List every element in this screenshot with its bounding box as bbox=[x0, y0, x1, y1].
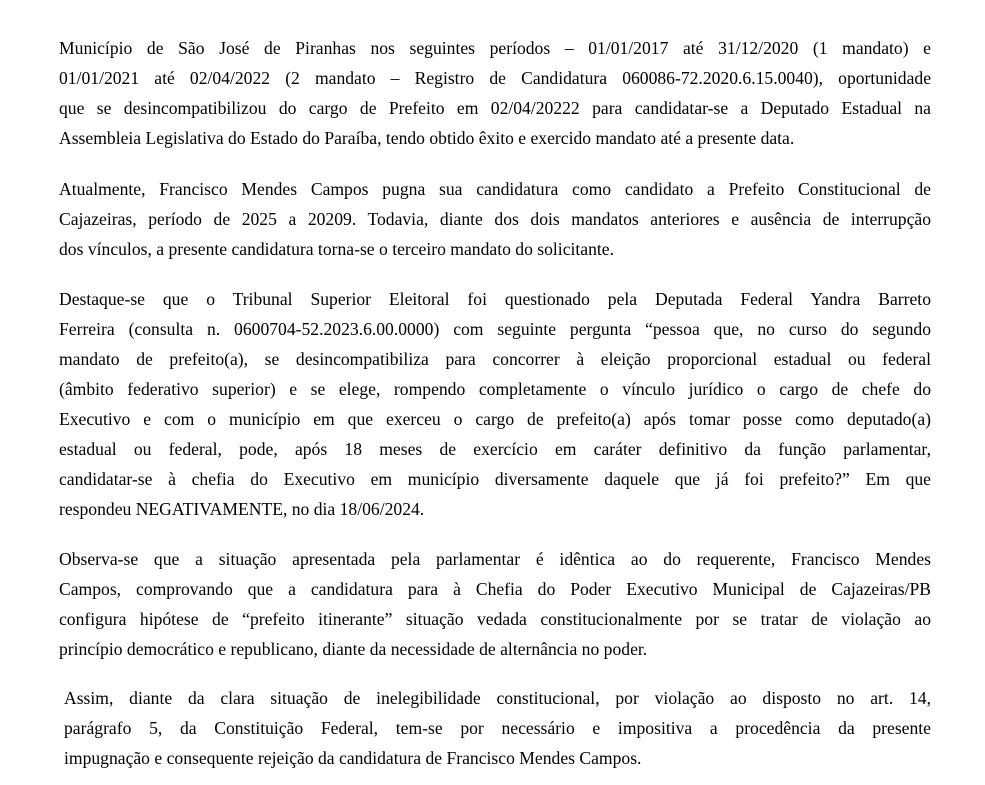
paragraph-mandates-history bbox=[59, 33, 931, 153]
text-line: impugnação e consequente rejeição da candidatura de Francisco Mendes Campos. bbox=[64, 748, 642, 768]
text-line: Destaque-se que o Tribunal Superior Eleitoral foi questionado pela Deputada Federal Yandra Barreto bbox=[59, 289, 931, 309]
text-line: Assim, diante da clara situação de inelegibilidade constitucional, por violação ao disposto no art. 14, bbox=[64, 688, 931, 708]
text-line: candidatar-se à chefia do Executivo em município diversamente daquele que já foi prefeito?” Em que bbox=[59, 469, 931, 489]
text-line: Cajazeiras, período de 2025 a 20209. Todavia, diante dos dois mandatos anteriores e ausência de interrupção bbox=[59, 209, 931, 229]
text-line: Atualmente, Francisco Mendes Campos pugna sua candidatura como candidato a Prefeito Constitucional de bbox=[59, 179, 931, 199]
text-line: 01/01/2021 até 02/04/2022 (2 mandato – Registro de Candidatura 060086-72.2020.6.15.0040), oportunidade bbox=[59, 68, 931, 88]
text-line: estadual ou federal, pode, após 18 meses de exercício em caráter definitivo da função parlamentar, bbox=[59, 439, 931, 459]
text-line: Assembleia Legislativa do Estado do Paraíba, tendo obtido êxito e exercido mandato até a presente data. bbox=[59, 128, 795, 148]
text-line: princípio democrático e republicano, diante da necessidade de alternância no poder. bbox=[59, 639, 648, 659]
text-line: Campos, comprovando que a candidatura para à Chefia do Poder Executivo Municipal de Cajazeiras/PB bbox=[59, 579, 931, 599]
paragraph-itinerant-mayor bbox=[59, 544, 931, 664]
text-line: Ferreira (consulta n. 0600704-52.2023.6.00.0000) com seguinte pergunta “pessoa que, no curso do segundo bbox=[59, 319, 931, 339]
text-line: Município de São José de Piranhas nos seguintes períodos – 01/01/2017 até 31/12/2020 (1 mandato) e bbox=[59, 38, 931, 58]
paragraph-conclusion bbox=[64, 683, 931, 773]
text-line: Observa-se que a situação apresentada pela parlamentar é idêntica ao do requerente, Francisco Mendes bbox=[59, 549, 931, 569]
text-line: (âmbito federativo superior) e se elege, rompendo completamente o vínculo jurídico o cargo de chefe do bbox=[59, 379, 931, 399]
text-line: parágrafo 5, da Constituição Federal, tem-se por necessário e impositiva a procedência da presente bbox=[64, 718, 931, 738]
text-line: Executivo e com o município em que exerceu o cargo de prefeito(a) após tomar posse como deputado(a) bbox=[59, 409, 931, 429]
text-line: dos vínculos, a presente candidatura torna-se o terceiro mandato do solicitante. bbox=[59, 239, 614, 259]
text-line: mandato de prefeito(a), se desincompatibiliza para concorrer à eleição proporcional estadual ou federal bbox=[59, 349, 931, 369]
paragraph-current-candidacy bbox=[59, 174, 931, 264]
text-line: respondeu NEGATIVAMENTE, no dia 18/06/2024. bbox=[59, 499, 425, 519]
text-line: configura hipótese de “prefeito itinerante” situação vedada constitucionalmente por se tratar de violação ao bbox=[59, 609, 931, 629]
paragraph-tse-consultation bbox=[59, 284, 931, 524]
text-line: que se desincompatibilizou do cargo de Prefeito em 02/04/20222 para candidatar-se a Deputado Estadual na bbox=[59, 98, 931, 118]
